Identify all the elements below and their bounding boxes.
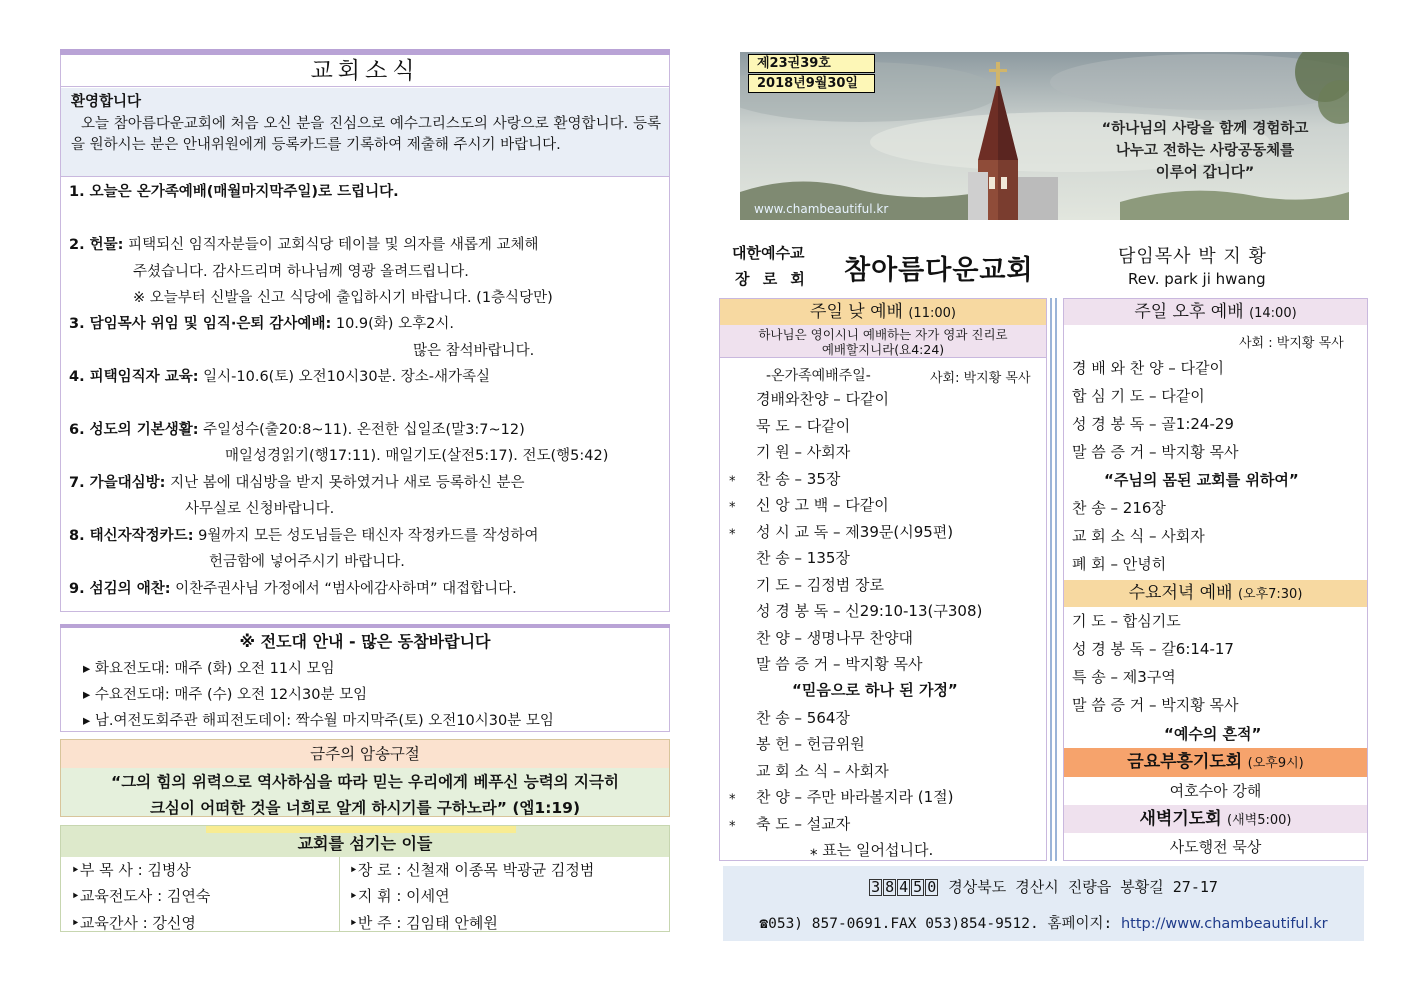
standing-marker: ⁎ [729,523,736,538]
standing-marker: ⁎ [729,815,736,830]
servant-entry: ‣반 주 : 김임태 안혜원 [349,914,498,932]
servants-heading: 교회를 섬기는 이들 [61,826,669,857]
news-item-7-cont: 사무실로 신청바랍니다. [185,501,335,517]
dawn-content: 사도행전 묵상 [1169,838,1262,856]
news-item-2-cont: 주셨습니다. 감사드리며 하나님께 영광 올려드립니다. [133,264,469,280]
banner-image [740,52,1349,220]
order-item: 기 원 – 사회자 [756,443,851,461]
wednesday-sermon-title: “예수의 흔적” [1164,725,1262,743]
servants-highlight [206,826,516,833]
memory-verse-line: “그의 힘의 위력으로 역사하심을 따라 믿는 우리에게 베푸신 능력의 지극히 [111,773,619,791]
volume-label: 제23권39호 [748,54,875,73]
order-item: 기 도 – 김정범 장로 [756,576,885,594]
sunday-am-sermon-title: “믿음으로 하나 된 가정” [792,681,958,699]
footer-contact [723,866,1364,941]
news-item-6-cont: 매일성경읽기(행17:11). 매일기도(살전5:17). 전도(행5:42) [225,448,609,464]
standing-marker: ⁎ [729,496,736,511]
memory-verse-box [60,739,670,817]
servants-divider [339,857,340,931]
friday-heading: 금요부흥기도회 (오후9시) [1064,748,1367,777]
sunday-am-heading: 주일 낮 예배 (11:00) [720,299,1046,325]
slogan: “하나님의 사랑을 함께 경험하고 나누고 전하는 사랑공동체를 이루어 갑니다” [1101,121,1309,181]
order-item: 성 경 봉 독 – 갈6:14-17 [1072,640,1234,658]
welcome-box [61,88,669,177]
servant-entry: ‣교육전도사 : 김연숙 [71,887,211,905]
news-item-7: 7. 가을대심방: 지난 봄에 대심방을 받지 못하였거나 새로 등록하신 분은 [69,475,525,491]
evangelism-heading: ※ 전도대 안내 - 많은 동참바랍니다 [239,632,491,651]
order-item: 축 도 – 설교자 [756,815,851,833]
sunday-morning-service [719,298,1047,861]
sunday-am-subtitle: -온가족예배주일- [766,368,871,384]
order-item: 봉 헌 – 헌금위원 [756,735,865,753]
church-news-box [60,49,670,612]
order-item: 찬 송 – 216장 [1072,499,1166,517]
news-item-3: 3. 담임목사 위임 및 임직·은퇴 감사예배: 10.9(화) 오후2시. [69,316,454,332]
order-item: 찬 양 – 주만 바라볼지라 (1절) [756,788,954,806]
memory-verse-heading: 금주의 암송구절 [61,740,669,768]
servant-entry: ‣지 휘 : 이세연 [349,887,450,905]
order-item: 찬 양 – 생명나무 찬양대 [756,629,913,647]
order-item: 찬 송 – 564장 [756,709,850,727]
order-item: 교 회 소 식 – 사회자 [1072,527,1205,545]
order-item: 경 배 와 찬 양 – 다같이 [1072,359,1225,377]
order-item: 경배와찬양 – 다같이 [756,390,889,408]
news-item-8-cont: 헌금함에 넣어주시기 바랍니다. [209,554,405,570]
standing-marker: ⁎ [729,788,736,803]
news-item-8: 8. 태신자작정카드: 9월까지 모든 성도님들은 태신자 작정카드를 작성하여 [69,528,539,544]
order-item: 합 심 기 도 – 다같이 [1072,387,1205,405]
memory-verse-line: 크심이 어떠한 것을 너희로 알게 하시기를 구하노라” (엡1:19) [149,799,581,817]
servants-box [60,825,670,932]
sunday-pm-sermon-title: “주님의 몸된 교회를 위하여” [1104,471,1299,489]
order-item: 특 송 – 제3구역 [1072,668,1176,686]
order-item: 교 회 소 식 – 사회자 [756,762,889,780]
evangelism-item: ▸ 화요전도대: 매주 (화) 오전 11시 모임 [83,661,335,677]
news-item-1: 1. 오늘은 온가족예배(매월마지막주일)로 드립니다. [69,184,399,200]
denomination-line1: 대한예수교 [732,244,805,262]
servant-entry: ‣부 목 사 : 김병상 [71,861,191,879]
order-item: 기 도 – 합심기도 [1072,612,1181,630]
news-title: 교회소식 [61,56,669,87]
zip-code: 3 8 4 5 0 [871,878,937,896]
senior-pastor-english: Rev. park ji hwang [1128,270,1266,288]
church-name: 참아름다운교회 [844,255,1034,286]
friday-content: 여호수아 강해 [1169,782,1262,800]
news-item-9: 9. 섬김의 애찬: 이찬주권사님 가정에서 “범사에감사하며” 대접합니다. [69,581,517,597]
order-item: 말 씀 증 거 – 박지황 목사 [1072,696,1239,714]
sunday-am-verse: 하나님은 영이시니 예배하는 자가 영과 진리로 예배할지니라(요4:24) [720,325,1046,358]
servant-entry: ‣장 로 : 신철재 이종목 박광균 김정범 [349,861,595,879]
news-item-6: 6. 성도의 기본생활: 주일성수(출20:8~11). 온전한 십일조(말3:7~12) [69,422,525,438]
column-divider [1055,298,1057,861]
news-item-2-note: ※ 오늘부터 신발을 신고 식당에 출입하시기 바랍니다. (1층식당만) [133,290,553,306]
order-item: 말 씀 증 거 – 박지황 목사 [1072,443,1239,461]
other-services-box [1063,298,1368,861]
order-item: 성 시 교 독 – 제39문(시95편) [756,523,954,541]
dawn-heading: 새벽기도회 (새벽5:00) [1064,805,1367,833]
order-item: 묵 도 – 다같이 [756,417,851,435]
banner-url: www.chambeautiful.kr [754,202,889,216]
sunday-pm-host: 사회 : 박지황 목사 [1239,336,1344,351]
sunday-am-host: 사회: 박지황 목사 [930,371,1031,386]
evangelism-item: ▸ 수요전도대: 매주 (수) 오전 12시30분 모임 [83,687,368,703]
evangelism-box [60,624,670,732]
order-item: 성 경 봉 독 – 신29:10-13(구308) [756,602,983,620]
phone-fax: ☎053) 857-0691.FAX 053)854-9512. 홈페이지: http://www.chambeautiful.kr [759,916,1328,932]
order-item: 신 앙 고 백 – 다같이 [756,496,889,514]
servant-entry: ‣교육간사 : 강신영 [71,914,196,932]
date-label: 2018년9월30일 [748,74,875,93]
church-header [732,236,1372,296]
evangelism-item: ▸ 남.여전도회주관 해피전도데이: 짝수월 마지막주(토) 오전10시30분 모임 [83,713,554,729]
news-item-4: 4. 피택임직자 교육: 일시-10.6(토) 오전10시30분. 장소-새가족실 [69,369,491,385]
order-item: 성 경 봉 독 – 골1:24-29 [1072,415,1234,433]
welcome-text: 오늘 참아름다운교회에 처음 오신 분을 진심으로 예수그리스도의 사랑으로 환영합니다. 등록을 원하시는 분은 안내위원에게 등록카드를 기록하여 제출해 주시기 바랍니다. [71,115,661,153]
wednesday-heading: 수요저녁 예배 (오후7:30) [1064,580,1367,607]
address: 3 8 4 5 0 경상북도 경산시 진량읍 봉황길 27-17 [871,878,1218,896]
evangelism-top-bar [60,624,670,628]
news-item-3-cont: 많은 참석바랍니다. [413,343,535,359]
standing-marker: ⁎ [729,470,736,485]
senior-pastor: 담임목사 박 지 황 [1118,246,1267,267]
order-item: 찬 송 – 35장 [756,470,841,488]
order-item: 찬 송 – 135장 [756,549,850,567]
welcome-heading: 환영합니다 [71,94,142,110]
standing-note: ⁎ 표는 일어섭니다. [810,841,934,859]
sunday-pm-heading: 주일 오후 예배 (14:00) [1064,299,1367,325]
column-divider [1050,298,1052,861]
order-item: 폐 회 – 안녕히 [1072,555,1167,573]
news-item-2: 2. 헌물: 피택되신 임직자분들이 교회식당 테이블 및 의자를 새롭게 교체해 [69,237,539,253]
news-top-bar [60,49,670,55]
denomination-line2: 장 로 회 [735,270,809,288]
order-item: 말 씀 증 거 – 박지황 목사 [756,655,923,673]
homepage-link[interactable]: http://www.chambeautiful.kr [1120,916,1328,932]
